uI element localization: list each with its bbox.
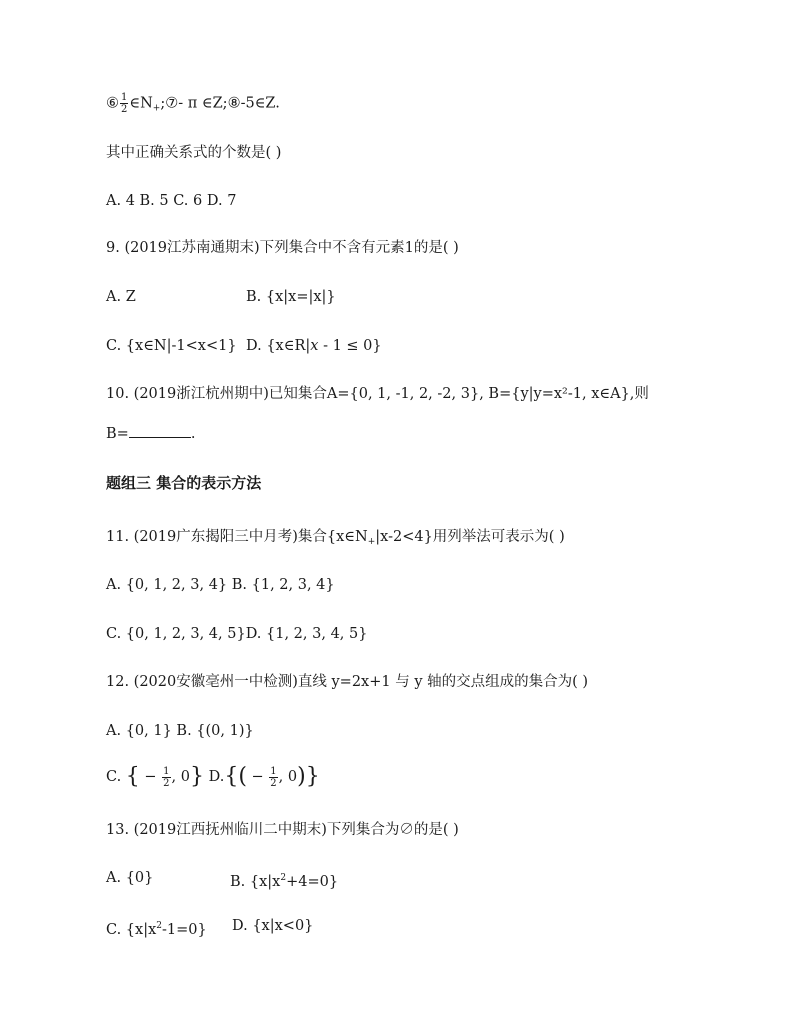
q13-option-b: B. $\{x|x^2+4=0\}$ xyxy=(230,873,339,890)
q9-option-d: D. {x∈R|x - 1 ≤ 0} xyxy=(246,338,382,354)
answer-blank xyxy=(129,423,191,438)
q11-options-cd: C. {0, 1, 2, 3, 4, 5}D. {1, 2, 3, 4, 5} xyxy=(106,626,368,642)
q9-option-c: C. {x∈N|-1<x<1} xyxy=(106,338,237,354)
question-11: 11. (2019广东揭阳三中月考)集合$\{x\in N_+|x-2<4\}$用列举法可表示为( ) xyxy=(106,529,565,547)
q12-options-cd: C. { − $\frac{1}{2}$ , 0} D.{( − $\frac{1}{2}$ , 0)} xyxy=(106,764,320,789)
fraction-one-half: $\frac{1}{2}$ xyxy=(163,765,170,789)
section-heading: 题组三 集合的表示方法 xyxy=(106,474,262,492)
question-10-answer-line: B= . xyxy=(106,423,195,444)
q13-option-c: C. $\{x|x^2-1=0\}$ xyxy=(106,921,207,938)
question-12: 12. (2020安徽亳州一中检测)直线 y=2x+1 与 y 轴的交点组成的集合为( ) xyxy=(106,674,589,690)
fraction-one-half: $\frac{1}{2}$ xyxy=(121,92,128,115)
q11-options-ab: A. {0, 1, 2, 3, 4} B. {1, 2, 3, 4} xyxy=(106,577,335,593)
answer-options-q8: A. 4 B. 5 C. 6 D. 7 xyxy=(106,193,237,209)
question-13: 13. (2019江西抚州临川二中期末)下列集合为∅的是( ) xyxy=(106,822,459,838)
question-prompt: 其中正确关系式的个数是( ) xyxy=(106,145,282,161)
q13-option-a: A. {0} xyxy=(106,870,154,886)
question-9: 9. (2019江苏南通期末)下列集合中不含有元素1的是( ) xyxy=(106,240,459,256)
question-10: 10. (2019浙江杭州期中)已知集合A={0, 1, -1, 2, -2, 3}, B={y|y=x²-1, x∈A},则 xyxy=(106,386,649,402)
circled-6: ⑥ xyxy=(106,95,119,112)
q9-option-a: A. Z xyxy=(106,289,136,305)
q9-option-b: B. {x|x=|x|} xyxy=(246,289,336,305)
fraction-one-half: $\frac{1}{2}$ xyxy=(270,765,277,789)
q13-option-d: D. {x|x<0} xyxy=(232,918,314,934)
q12-options-ab: A. {0, 1} B. {(0, 1)} xyxy=(106,723,254,739)
statement-line-6-8: ⑥ $\frac{1}{2}$ $\in N_+;⑦-$ π ∈Z;⑧-5∈Z. xyxy=(106,92,280,115)
